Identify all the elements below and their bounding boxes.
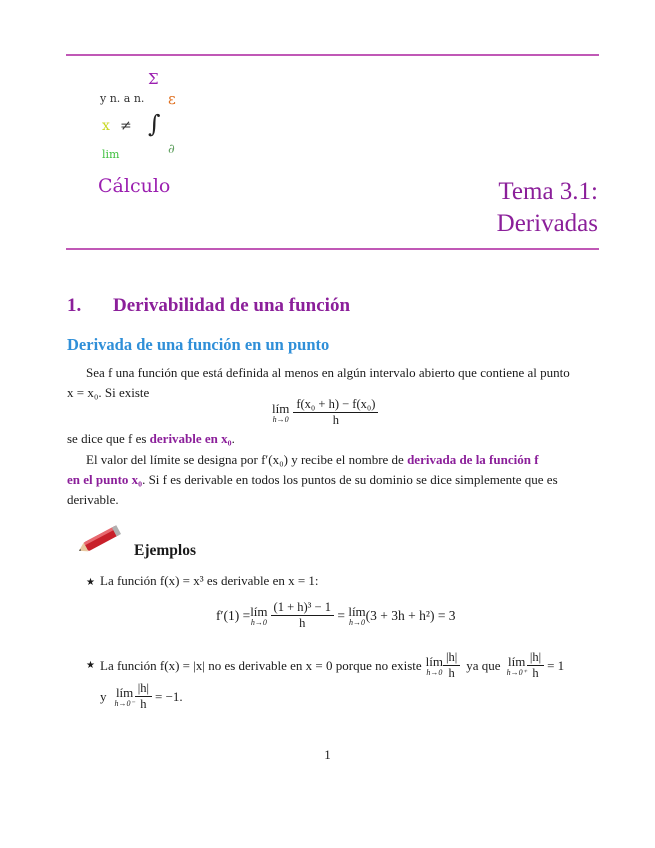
- fraction-numerator: |h|: [446, 650, 458, 664]
- section-title: Derivabilidad de una función: [113, 295, 351, 316]
- paragraph-1-line1: [86, 363, 570, 383]
- paragraph-text: . Si f es derivable en todos los puntos de su dominio se dice simplemente que es: [142, 472, 558, 487]
- limit-op-text: lím: [115, 684, 134, 700]
- limit-op-text: lím: [272, 400, 290, 416]
- equation-result: = 1: [547, 657, 565, 673]
- emphasis-derivada: derivada de la función f: [407, 452, 539, 467]
- limit-sub-text: h→0: [426, 667, 443, 677]
- examples-heading: Ejemplos: [134, 542, 196, 559]
- paragraph-3-line1: [86, 450, 539, 470]
- logo-sequence: y n. a n.: [100, 92, 145, 105]
- page-number: 1: [324, 747, 331, 762]
- paragraph-2: [67, 429, 235, 449]
- equation-fraction: [271, 600, 334, 631]
- logo-green-mark: lim: [102, 148, 120, 161]
- pencil-icon: [74, 522, 128, 556]
- example-text: La función f(x) = |x| no es derivable en x = 0 porque no existe: [100, 657, 422, 673]
- example-1-text: [86, 571, 319, 593]
- fraction-numerator: (1 + h)³ − 1: [273, 600, 331, 614]
- paragraph-text: Sea f una función que está definida al menos en algún intervalo abierto que contiene al punto: [86, 365, 570, 380]
- fraction-numerator: f(x₀ + h) − f(x₀): [296, 397, 376, 411]
- limit-op-text: lím: [250, 603, 268, 619]
- limit-sub-text: h→0⁻: [114, 698, 135, 708]
- star-bullet-icon: ★: [86, 577, 95, 588]
- abs-fraction: [135, 681, 152, 712]
- emphasis-en-el-punto: en el punto x₀: [67, 472, 143, 487]
- fraction-denominator: h: [448, 666, 455, 680]
- example-text: y: [100, 688, 107, 704]
- fraction-denominator: h: [299, 616, 306, 630]
- section-number: 1.: [67, 295, 82, 316]
- example-text: La función f(x) = x³ es derivable en x = 1:: [100, 573, 319, 588]
- limit-operator: [426, 655, 443, 677]
- logo-caption: Cálculo: [98, 175, 171, 197]
- limit-operator: [272, 402, 289, 424]
- equation-equals: =: [333, 607, 349, 623]
- limit-op-text: lím: [508, 653, 526, 669]
- limit-operator: [348, 605, 365, 627]
- limit-op-text: lím: [348, 603, 366, 619]
- paragraph-text: El valor del límite se designa por f′(x₀) y recibe el nombre de: [86, 452, 408, 467]
- paragraph-3-line2: [67, 470, 558, 490]
- fraction-denominator: h: [332, 413, 339, 427]
- paragraph-3-line3: [67, 490, 119, 510]
- limit-sub-text: h→0⁺: [506, 667, 527, 677]
- doc-title-line1: Tema 3.1:: [498, 178, 598, 205]
- limit-operator-minus: [115, 686, 135, 708]
- logo-integral: ∫: [148, 110, 161, 138]
- doc-title-line2: Derivadas: [496, 210, 598, 237]
- abs-fraction: [527, 650, 544, 681]
- fraction-denominator: h: [140, 697, 147, 711]
- equation-result: = −1.: [155, 688, 183, 704]
- example-2-line1: [86, 650, 564, 681]
- logo-sigma: Σ: [148, 70, 159, 88]
- limit-op-text: lím: [425, 653, 444, 669]
- fraction-numerator: |h|: [529, 650, 542, 664]
- equation-lhs: f′(1) =: [216, 607, 251, 623]
- limit-sub-text: h→0: [250, 617, 267, 627]
- logo-neq: x: [102, 118, 110, 134]
- subsection-heading: Derivada de una función en un punto: [67, 335, 330, 354]
- paragraph-text: derivable.: [67, 492, 119, 507]
- logo-epsilon: ε: [168, 90, 176, 108]
- top-rule: [66, 54, 599, 56]
- example-text: ya que: [466, 657, 501, 673]
- limit-sub-text: h→0: [272, 414, 289, 424]
- equation-tail: (3 + 3h + h²) = 3: [365, 607, 456, 623]
- fraction-numerator: |h|: [137, 681, 149, 695]
- paragraph-text: se dice que f es: [67, 431, 150, 446]
- header-bottom-rule: [66, 248, 599, 250]
- abs-fraction: [443, 650, 460, 681]
- limit-operator: [250, 605, 267, 627]
- limit-definition: [272, 397, 378, 428]
- paragraph-text: x = x₀. Si existe: [67, 385, 150, 400]
- limit-sub-text: h→0: [349, 617, 365, 627]
- section-heading: [67, 295, 350, 317]
- logo-partial: ∂: [168, 142, 175, 157]
- paragraph-text: .: [231, 431, 235, 446]
- limit-fraction: [293, 397, 378, 428]
- example-2-line2: [100, 681, 183, 712]
- paragraph-1-line2: [67, 383, 149, 403]
- limit-operator-plus: [507, 655, 527, 677]
- star-bullet-icon: ★: [86, 660, 95, 671]
- fraction-denominator: h: [532, 666, 539, 680]
- logo-neq-sign: ≠: [120, 118, 132, 134]
- example-1-equation: [216, 600, 456, 631]
- emphasis-derivable: derivable en x₀: [149, 431, 232, 446]
